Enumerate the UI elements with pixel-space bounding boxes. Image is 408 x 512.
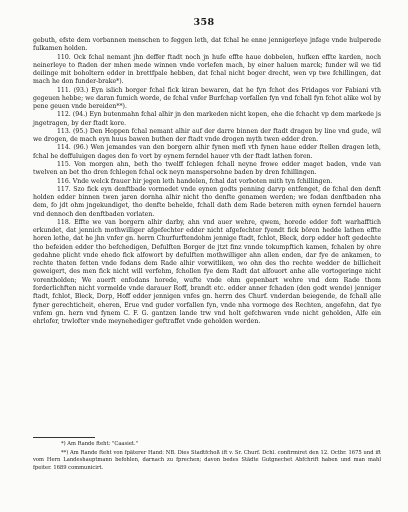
paragraph: 112. (94.) Eyn butenmahn fchal alhir jn den markeden nicht kopen, ehe die fchacht vp dem markede js jngetragen, by der ftadt kore. (33, 111, 381, 127)
paragraph: 115. Von morgen ahn, beth tho twelff fchlegen fchall neyne frowe edder maget baden, vnde van twelven an bet tho dren fchlegen fchal ock neyn manspersohne baden by dren fchillingen. (33, 160, 381, 177)
paragraph: 111. (93.) Eyn islich borger fchal fick kiran bewaren, dat he fyn fchot des Fridages vor Fabiani vth gegeuen hebbe; we daran fumich worde, de fchal vnfer Burfchap vorfallen fyn vnd fchall fyn fchot alike wol by pene geuen vnde bereiden**). (33, 86, 381, 111)
paragraph: 117. Szo fick eyn denftbade vormedet vnde eynen godts penning darvp entfenget, de fchal den denft holden edder binnen twen jaren dornha alhir nicht tho denfte genamen werden; we fodan denftbaden nha dem, fo jdt ohm jngekundiget, tho denfte behelde, fchall dath dem Rade beteren mith eynen ferndel hauern vnd dennoch den denftbaden vorlaten. (33, 185, 381, 218)
paragraph: 113. (95.) Den Hoppen fchal nemant alhir auf der darre binnen der ftadt dragen by line vnd gude, wil we drogen, de mach eyn huus bawen buthen der ftadt vnde drogen myth twen edder dren. (33, 127, 381, 144)
footnote: *) Am Rande fteht: "Caasiet." (61, 441, 139, 447)
footnote: **) Am Rande fteht von fpäterer Hand: NB. Dies Stadtfchoß ift v. Sr. Churf. Dchl. confirmiret den 12. Octbr. 1675 und ift vom Hern Landeshauptmann befohlen, darnach zu fprechen; davon bedes Städte Gutgnechet Abfchrift haben und man mahl fpeiter. 1689 communicirt. (33, 450, 381, 471)
paragraph: 110. Ock fchal nemant jhn deffer ftadt noch jn hufe effte haue dobbelen, hufken effte karden, noch neinerleye to ftaden der mhen mede winnen vnde vorlefen mach, by einer haluen marck; funder wil we tid deilinge mit boholtern edder in brettfpale hebben, dat fchal nicht boger drecht, wen vp twe fchillingen, dat mach he don funder-brake*). (33, 53, 381, 86)
paragraph: 118. Effte we van borgern alhir darby, ahn vnd auer wehre, qwem, horede edder foft warhafftich erkundet, dat jennich mothwilliger afgefechter edder nicht afgefechter fyendt fick bören hedde lathen effte horen lethe, dat he jhn vnfer gn. herrn Churfurftendohm jennige ftadt, fchlot, Bleck, dorp edder hoft gedechte tho befeiden edder tho befchedigen, Defulften Borger de jtzt finz vnnde tokumpftich kamen, fchalen by ohre gedahne plicht vnde ehedo fick alfowort by defulften mothwilliger ahn allen enden, dar fye de ankamen, to rechte thaten fetten vnde fodans dem Rade alhir vorwitliken, wo ohn des tho rechte wedder de billicheit geweigert, des men fick nicht will verfehm, fchollen fye dem Radt dat alfouort anhe alle vortogeringe nicht vorentholden; We auerft enfodans horede, wufte vnde ohm gepenbart wehre vnd dem Rade thom forderlichften nicht vormelde vnde darauer Roff, brandt etc. edder anner fchaden (den godt wende) jenniger ftadt, fchlot, Bleck, Dorp, Hoff edder jennigen vnfes gn. herrn des Churf. vnderdan beiegende, de fchall alle fyner gerechticheit, eheren, Erue vnd guder vorfallen fyn, vnde nha vormoge des Rechten, angefehn, dat fye vnfem gn. hern vnd fynem C. F. G. gantzen lande trw vnd holt gefchwaren vnde nicht geholden, Alfe ein ehrlofer, trwlofter vnde meynehediger geftraffet vnde geholden werden. (33, 218, 381, 326)
paragraph: 116. Vnde welck frauer hir jegen leth handelen, fchal dat vorboten mith tyn fchillingen. (57, 177, 333, 185)
footnotes (33, 441, 381, 474)
footnote-rule (33, 437, 95, 438)
paragraph: gebuth, efste dem vorbannen menschen to feggen leth, dat fchal he enne jennigerleye jnfage vnde hulperede fulkamen holden. (33, 37, 381, 53)
main-text (33, 37, 381, 326)
page-number: 358 (193, 17, 215, 28)
paragraph: 114. (96.) Wen jemandes van den borgern alhir fynen mefl vth fynen haue edder ftellen dragen leth, fchal he deffuluigen dages den fo vort by eynem ferndel hauer vth der ftadt lathen foren. (33, 144, 381, 160)
